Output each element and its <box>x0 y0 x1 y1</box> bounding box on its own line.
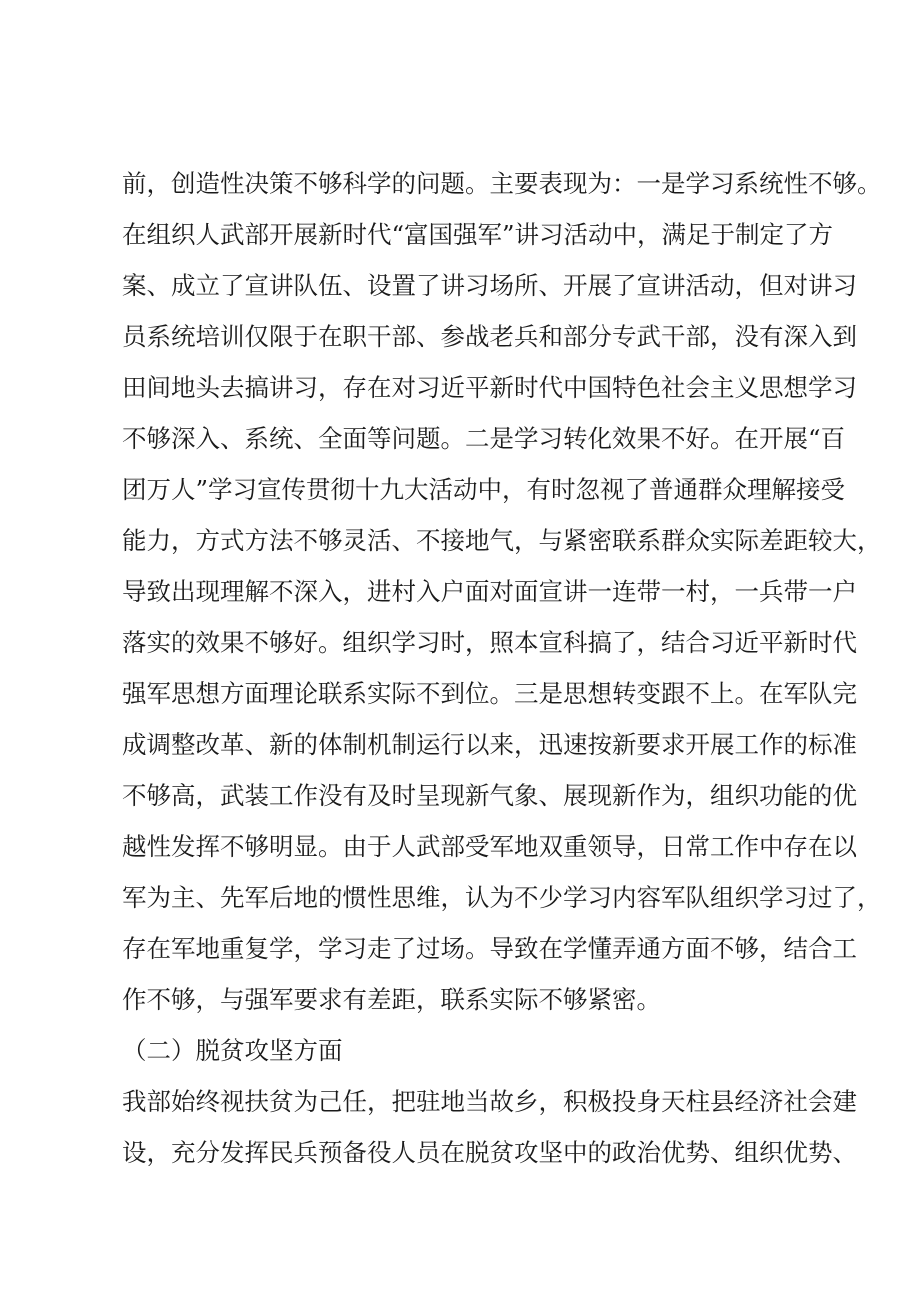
text-line: 前，创造性决策不够科学的问题。主要表现为：一是学习系统性不够。 <box>122 169 882 198</box>
text-line: 不够高，武装工作没有及时呈现新气象、展现新作为，组织功能的优 <box>122 781 857 810</box>
text-line: 军为主、先军后地的惯性思维，认为不少学习内容军队组织学习过了， <box>122 883 882 912</box>
text-line: 越性发挥不够明显。由于人武部受军地双重领导，日常工作中存在以 <box>122 832 857 861</box>
text-line: 强军思想方面理论联系实际不到位。三是思想转变跟不上。在军队完 <box>122 679 857 708</box>
text-line: 在组织人武部开展新时代“富国强军”讲习活动中，满足于制定了方 <box>122 220 834 249</box>
text-line: 田间地头去搞讲习，存在对习近平新时代中国特色社会主义思想学习 <box>122 373 857 402</box>
text-line: 我部始终视扶贫为己任，把驻地当故乡，积极投身天柱县经济社会建 <box>122 1087 857 1116</box>
text-line: 案、成立了宣讲队伍、设置了讲习场所、开展了宣讲活动，但对讲习 <box>122 271 857 300</box>
text-line: 员系统培训仅限于在职干部、参战老兵和部分专武干部，没有深入到 <box>122 322 857 351</box>
text-line: 设，充分发挥民兵预备役人员在脱贫攻坚中的政治优势、组织优势、 <box>122 1138 857 1167</box>
section-heading: （二）脱贫攻坚方面 <box>122 1036 343 1065</box>
text-line: 作不够，与强军要求有差距，联系实际不够紧密。 <box>122 985 661 1014</box>
text-line: 团万人”学习宣传贯彻十九大活动中，有时忽视了普通群众理解接受 <box>122 475 846 504</box>
text-line: 成调整改革、新的体制机制运行以来，迅速按新要求开展工作的标准 <box>122 730 857 759</box>
text-line: 存在军地重复学，学习走了过场。导致在学懂弄通方面不够，结合工 <box>122 934 857 963</box>
text-line: 不够深入、系统、全面等问题。二是学习转化效果不好。在开展“百 <box>122 424 846 453</box>
text-line: 导致出现理解不深入，进村入户面对面宣讲一连带一村，一兵带一户 <box>122 577 857 606</box>
text-line: 能力，方式方法不够灵活、不接地气，与紧密联系群众实际差距较大， <box>122 526 882 555</box>
text-line: 落实的效果不够好。组织学习时，照本宣科搞了，结合习近平新时代 <box>122 628 857 657</box>
